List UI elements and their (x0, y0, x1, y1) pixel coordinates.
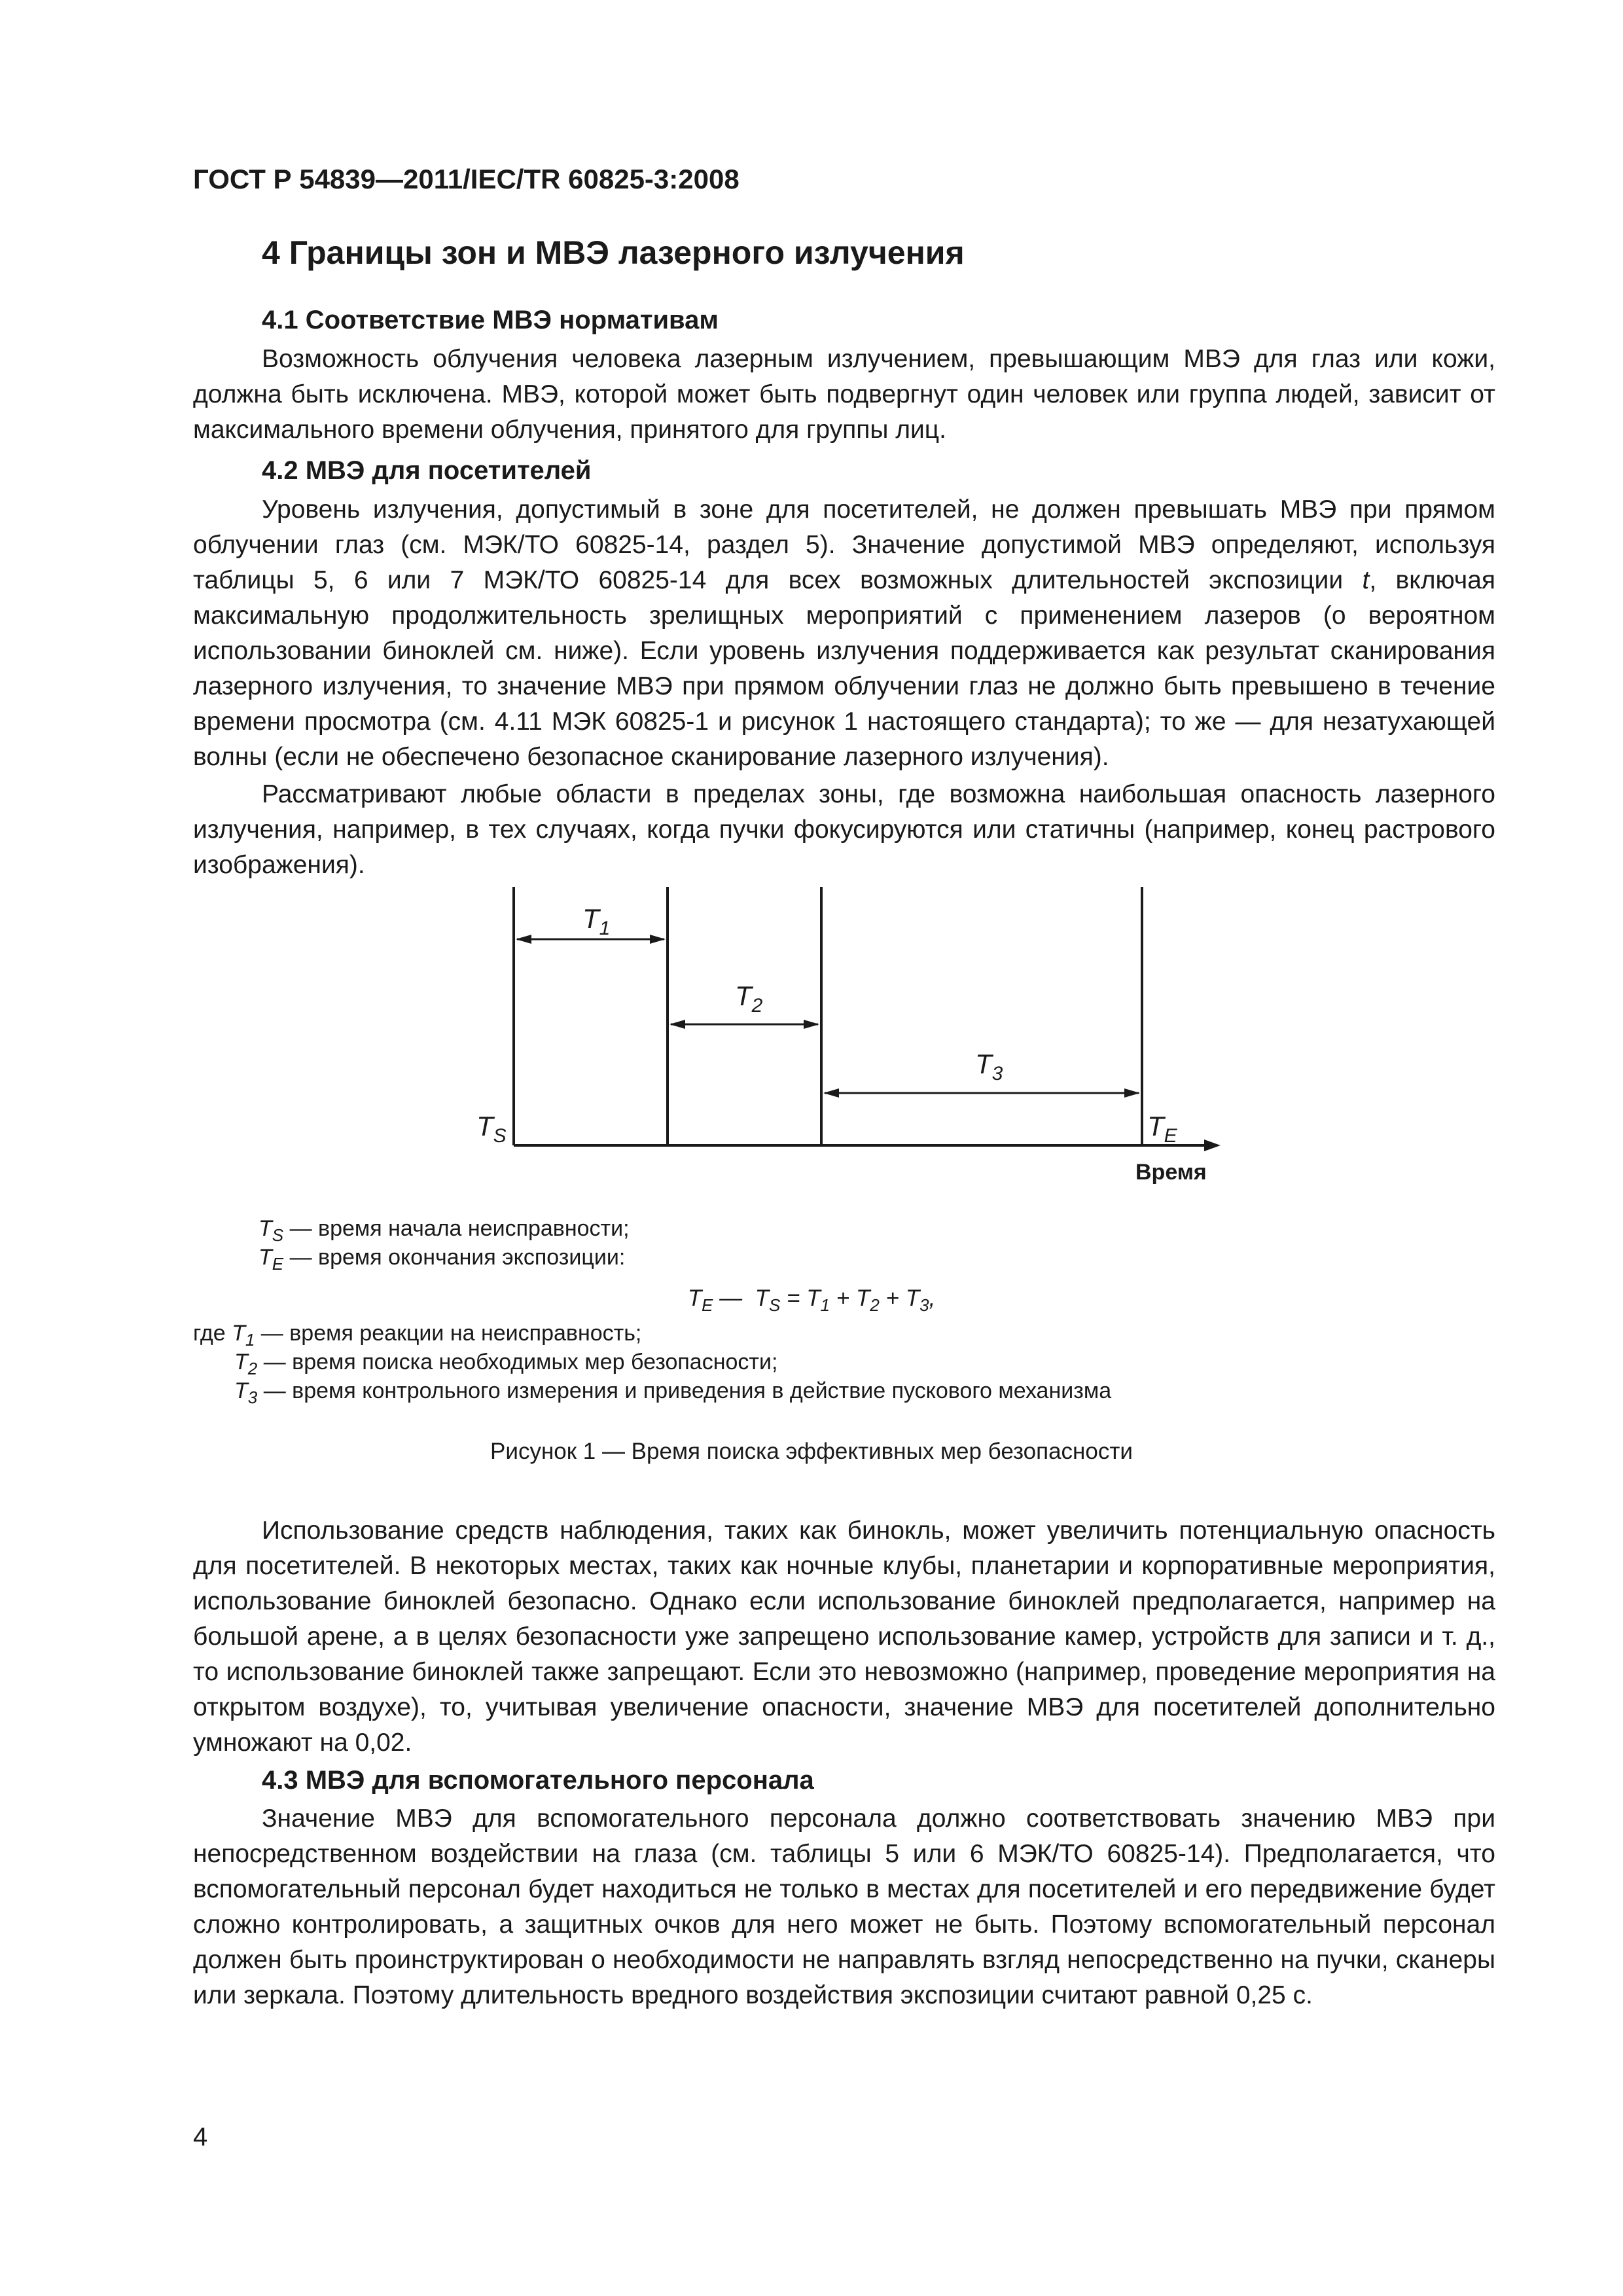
paragraph-4-3: Значение МВЭ для вспомогательного персонала должно соответствовать значению МВЭ при непосредственном воздействии на глаза (см. таблицы 5 или 6 МЭК/ТО 60825-14). Предполагается, что вспомогательный персонал будет находиться не только в местах для посетителей и его передвижение будет сложно контролировать, а защитных очков для него может не быть. Поэтому вспомогательный персонал должен быть проинструктирован о необходимости не направлять взгляд непосредственно на пучки, сканеры или зеркала. Поэтому длительность вредного воздействия экспозиции считают равной 0,25 с. (193, 1804, 1495, 2009)
label-t2: $T_2$ (735, 980, 763, 1016)
legend-t3: $T_3$ — время контрольного измерения и приведения в действие пускового механизма (234, 1378, 1112, 1407)
paragraph-4-2-3: Использование средств наблюдения, таких как бинокль, может увеличить потенциальную опасность для посетителей. В некоторых местах, таких как ночные клубы, планетарии и корпоративные мероприятия, использование биноклей безопасно. Однако если использование биноклей предполагается, например на большой арене, а в целях безопасности уже запрещено использование камер, устройств для записи и т. д., то использование биноклей также запрещают. Если это невозможно (например, проведение мероприятия на открытом воздухе), то, учитывая увеличение опасности, значение МВЭ для посетителей дополнительно умножают на 0,02. (193, 1516, 1495, 1757)
label-te: $T_E$ (1147, 1111, 1177, 1147)
legend-t1: где $T_1$ — время реакции на неисправность; (193, 1321, 642, 1350)
subsection-4-2-title: 4.2 МВЭ для посетителей (262, 456, 592, 485)
subsection-4-3-title: 4.3 МВЭ для вспомогательного персонала (262, 1766, 814, 1795)
paragraph-4-2-2: Рассматривают любые области в пределах зоны, где возможна наибольшая опасность лазерного излучения, например, в тех случаях, когда пучки фокусируются или статичны (например, конец растрового изображения). (193, 780, 1495, 879)
figure-caption: Рисунок 1 — Время поиска эффективных мер безопасности (490, 1439, 1133, 1464)
subsection-4-1-title: 4.1 Соответствие МВЭ нормативам (262, 306, 719, 334)
legend-formula: $T_E$ — $T_S = T_1 + T_2 + T_3$, (687, 1285, 936, 1315)
legend-t2: $T_2$ — время поиска необходимых мер безопасности; (234, 1350, 778, 1378)
label-t1: $T_1$ (582, 903, 611, 939)
p1-part-b: , включая максимальную продолжительность зрелищных мероприятий с применением лазеров (о вероятном использовании биноклей см. ниже). Если уровень излучения поддерживается как результат сканирования лазерного излучения, то значение МВЭ при прямом облучении глаз не должно быть превышено в течение времени просмотра (см. 4.11 МЭК 60825-1 и рисунок 1 настоящего стандарта); то же — для незатухающей волны (если не обеспечено безопасное сканирование лазерного излучения). (193, 566, 1495, 771)
p1-part-a: Уровень излучения, допустимый в зоне для посетителей, не должен превышать МВЭ при прямом облучении глаз (см. МЭК/ТО 60825-14, раздел 5). Значение допустимой МВЭ определяют, используя таблицы 5, 6 или 7 МЭК/ТО 60825-14 для всех возможных длительностей экспозиции (193, 495, 1495, 594)
legend-ts: $T_S$ — время начала неисправности; (259, 1216, 630, 1245)
section-title: 4 Границы зон и МВЭ лазерного излучения (262, 234, 965, 271)
paragraph-4-1: Возможность облучения человека лазерным излучением, превышающим МВЭ для глаз или кожи, должна быть исключена. МВЭ, которой может быть подвергнут один человек или группа людей, зависит от максимального времени облучения, принятого для группы лиц. (193, 345, 1495, 444)
axis-label: Время (1135, 1160, 1207, 1185)
label-t3: $T_3$ (975, 1049, 1003, 1085)
page-number: 4 (193, 2123, 208, 2151)
legend-te: $T_E$ — время окончания экспозиции: (259, 1245, 626, 1274)
standard-id: ГОСТ Р 54839—2011/IEC/TR 60825-3:2008 (193, 164, 740, 194)
p1-symbol-t: t (1362, 566, 1370, 594)
label-ts: $T_S$ (476, 1111, 507, 1147)
